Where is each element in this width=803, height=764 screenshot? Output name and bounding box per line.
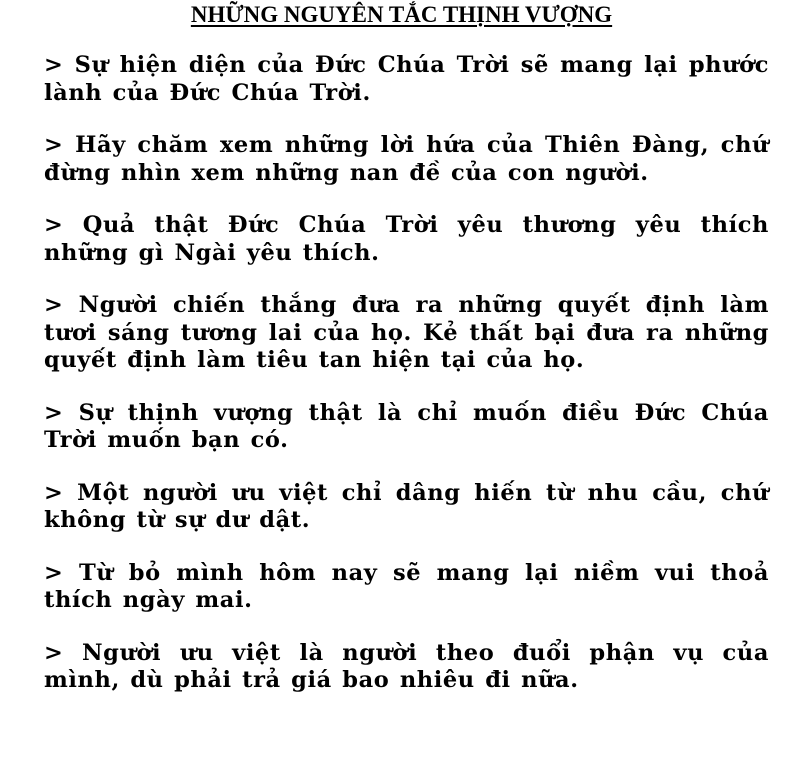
- principle-item-7: > Từ bỏ mình hôm nay sẽ mang lại niềm vui thoả thích ngày mai.: [44, 559, 769, 613]
- principle-item-8: > Người ưu việt là người theo đuổi phận vụ của mình, dù phải trả giá bao nhiêu đi nữa.: [44, 639, 769, 693]
- principle-item-1: > Sự hiện diện của Đức Chúa Trời sẽ mang lại phước lành của Đức Chúa Trời.: [44, 52, 769, 106]
- principle-item-6: > Một người ưu việt chỉ dâng hiến từ nhu cầu, chứ không từ sự dư dật.: [44, 479, 769, 533]
- principle-item-2: > Hãy chăm xem những lời hứa của Thiên Đàng, chứ đừng nhìn xem những nan đề của con người.: [44, 132, 769, 186]
- principle-item-5: > Sự thịnh vượng thật là chỉ muốn điều Đức Chúa Trời muốn bạn có.: [44, 399, 769, 453]
- principle-item-3: > Quả thật Đức Chúa Trời yêu thương yêu thích những gì Ngài yêu thích.: [44, 212, 769, 266]
- page-title: NHỮNG NGUYÊN TẮC THỊNH VƯỢNG: [190, 2, 613, 27]
- principles-list: [44, 52, 769, 695]
- principle-item-4: > Người chiến thắng đưa ra những quyết định làm tươi sáng tương lai của họ. Kẻ thất bại đưa ra những quyết định làm tiêu tan hiện tại của họ.: [44, 292, 769, 373]
